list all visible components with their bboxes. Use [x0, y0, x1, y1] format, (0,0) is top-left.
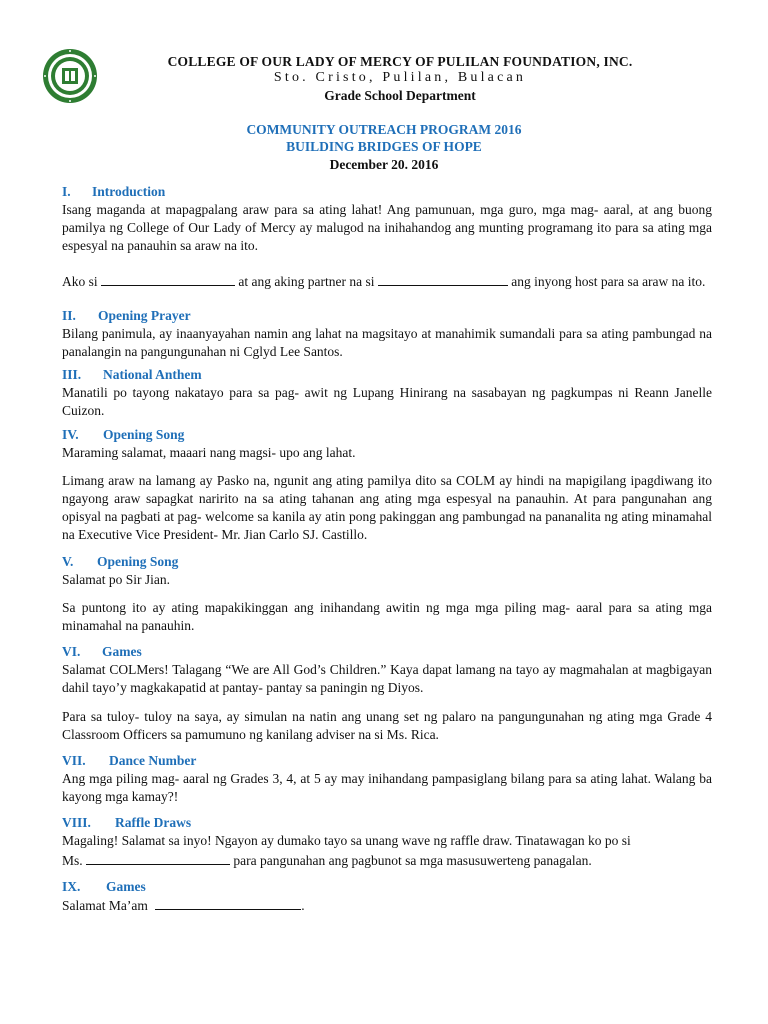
section-heading	[62, 643, 712, 661]
paragraph-raffle-host	[62, 851, 712, 870]
school-address: Sto. Cristo, Pulilan, Bulacan	[273, 70, 527, 85]
text-span: at ang aking partner na si	[238, 273, 375, 289]
section-title: Games	[106, 878, 146, 894]
school-seal-logo	[42, 48, 98, 104]
text-span: Ako si	[62, 273, 98, 289]
paragraph: Para sa tuloy- tuloy na saya, ay simulan na natin ang unang set ng palaro na pangungunahan ng ating mga Grade 4 Classroom Officers sa pamumuno ng kanilang adviser na si Ms. Rica.	[62, 708, 712, 742]
fill-in-blank	[155, 896, 301, 910]
section-heading	[62, 366, 712, 384]
paragraph: Manatili po tayong nakatayo para sa pag- awit ng Lupang Hinirang na sasabayan ng pagkumpas ni Reann Janelle Cuizon.	[62, 385, 712, 419]
section-title: Dance Number	[109, 753, 197, 769]
section-heading	[62, 307, 712, 325]
section-title: National Anthem	[103, 367, 202, 383]
section-number: III.	[62, 367, 82, 383]
program-title: COMMUNITY OUTREACH PROGRAM 2016	[246, 122, 522, 137]
text-span: para pangunahan ang pagbunot sa mga masusuwerteng panagalan.	[233, 852, 592, 868]
fill-in-blank	[378, 272, 508, 286]
section-number: IX.	[62, 878, 81, 894]
section-number: I.	[62, 184, 71, 199]
fill-in-blank	[101, 272, 235, 286]
paragraph: Ang mga piling mag- aaral ng Grades 3, 4, at 5 ay may inihandang pampasiglang bilang para sa ating lahat. Walang ba kayong mga kamay?!	[62, 771, 712, 805]
fill-in-blank	[86, 851, 230, 865]
text-span: .	[301, 897, 305, 913]
section-heading	[62, 752, 712, 770]
program-script	[62, 183, 712, 915]
school-name: COLLEGE OF OUR LADY OF MERCY OF PULILAN FOUNDATION, INC.	[167, 54, 633, 69]
section-number: IV.	[62, 426, 79, 442]
program-theme: BUILDING BRIDGES OF HOPE	[286, 139, 482, 154]
section-title: Opening Song	[97, 553, 179, 569]
paragraph-host-intro	[62, 272, 712, 291]
section-number: II.	[62, 307, 76, 323]
paragraph: Magaling! Salamat sa inyo! Ngayon ay dumako tayo sa unang wave ng raffle draw. Tinatawagan ko po si	[62, 833, 631, 849]
section-heading	[62, 426, 712, 444]
section-title: Raffle Draws	[115, 815, 192, 831]
paragraph: Bilang panimula, ay inaanyayahan namin ang lahat na magsitayo at manahimik sumandali para sa ating pambungad na panalangin na pangungunahan ni Cglyd Lee Santos.	[62, 325, 712, 360]
section-heading	[62, 183, 712, 201]
section-title: Opening Prayer	[98, 307, 191, 323]
paragraph: Salamat po Sir Jian.	[62, 571, 170, 587]
text-span: Ms.	[62, 852, 83, 868]
section-number: VII.	[62, 753, 86, 769]
section-number: V.	[62, 553, 74, 569]
section-number: VI.	[62, 644, 81, 660]
section-heading	[62, 553, 712, 571]
text-span: Salamat Ma’am	[62, 897, 148, 913]
paragraph: Limang araw na lamang ay Pasko na, ngunit ang ating pamilya dito sa COLM ay hindi na mapigilang ipagdiwang ito ngayong araw sapagkat naririto na sa ating tahanan ang ating mga espesyal na panauhin. At para pangunahan ang opisyal na pagbati at pag- welcome sa kanila ay atin pong pakinggan ang pambungad na pananalita ng ating minamahal na Executive Vice President- Mr. Jian Carlo SJ. Castillo.	[62, 472, 712, 543]
paragraph: Isang maganda at mapagpalang araw para sa ating lahat! Ang pamunuan, mga guro, mga mag- aaral, at ang buong pamilya ng College of Our Lady of Mercy ay malugod na inihahandog ang munting programang ito para sa ating mga espesyal na panauhin sa araw na ito.	[62, 202, 712, 254]
paragraph-thanks	[62, 896, 712, 915]
program-date: December 20. 2016	[329, 157, 439, 172]
paragraph: Salamat COLMers! Talagang “We are All God’s Children.” Kaya dapat lamang na tayo ay magmahalan at magbigayan dahil tayo’y magkakapatid at pantay- pantay sa paningin ng Diyos.	[62, 662, 712, 696]
paragraph: Sa puntong ito ay ating mapakikinggan ang inihandang awitin ng mga mga piling mag- aaral para sa ating mga minamahal na panauhin.	[62, 599, 712, 634]
text-span: ang inyong host para sa araw na ito.	[511, 273, 706, 289]
paragraph: Maraming salamat, maaari nang magsi- upo ang lahat.	[62, 444, 356, 460]
section-title: Introduction	[92, 184, 166, 199]
section-number: VIII.	[62, 815, 91, 831]
section-heading	[62, 814, 712, 832]
section-title: Games	[102, 644, 142, 660]
department-name: Grade School Department	[324, 88, 476, 103]
section-title: Opening Song	[103, 426, 185, 442]
section-heading	[62, 878, 712, 896]
